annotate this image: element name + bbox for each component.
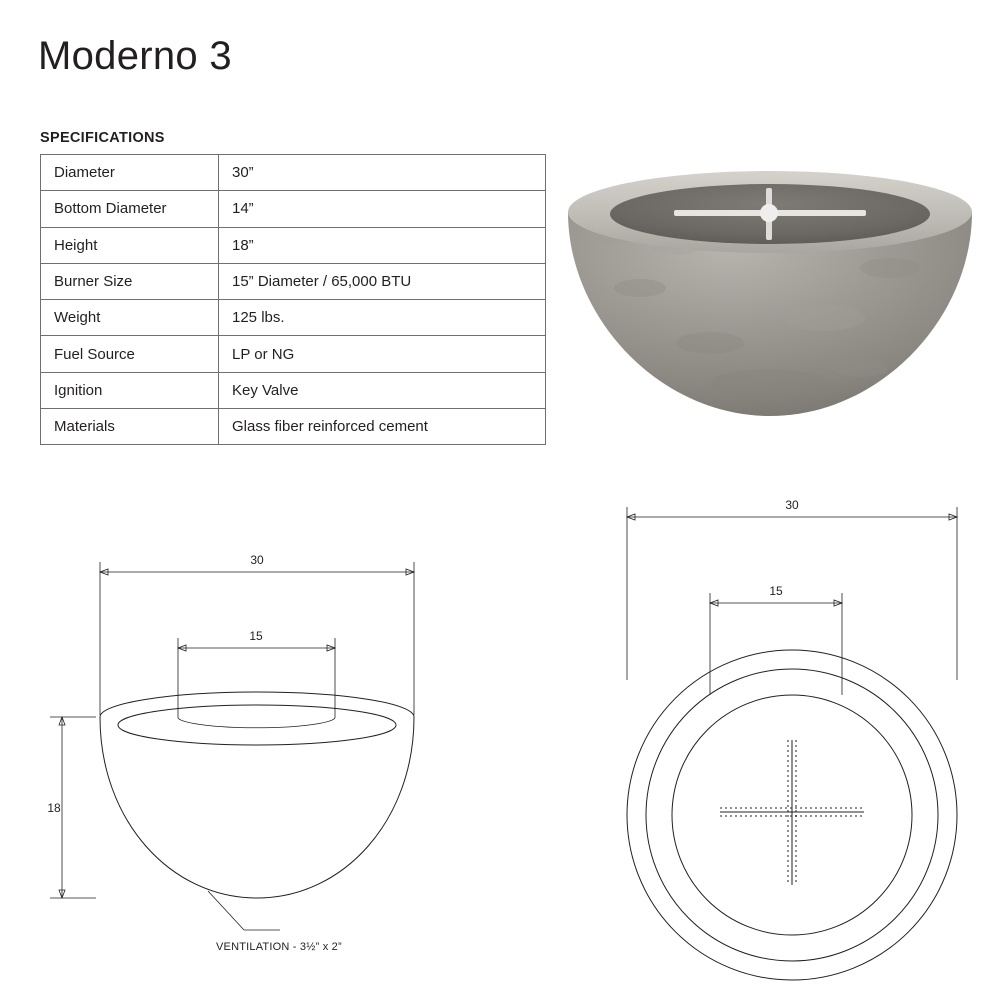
burner-cross-plan (720, 740, 864, 885)
dimension-height (47, 717, 96, 898)
spec-value: 15” Diameter / 65,000 BTU (219, 263, 546, 299)
spec-label: Weight (41, 300, 219, 336)
spec-value: 125 lbs. (219, 300, 546, 336)
table-row (41, 191, 546, 227)
page-title: Moderno 3 (38, 34, 232, 78)
ventilation-label: VENTILATION - 3½” x 2” (216, 941, 342, 953)
table-row (41, 409, 546, 445)
dim-label-overall-diameter: 30 (785, 498, 799, 512)
spec-value: Key Valve (219, 372, 546, 408)
spec-label: Burner Size (41, 263, 219, 299)
dim-label-height: 18 (47, 801, 61, 815)
table-row (41, 227, 546, 263)
table-row (41, 300, 546, 336)
specifications-table (40, 154, 546, 445)
top-plan-drawing (600, 485, 990, 985)
ventilation-note (208, 891, 342, 953)
spec-label: Materials (41, 409, 219, 445)
table-row (41, 336, 546, 372)
dimension-overall-diameter (627, 498, 957, 680)
spec-label: Ignition (41, 372, 219, 408)
specifications-block (40, 130, 545, 445)
dim-label-overall-width: 30 (250, 553, 264, 567)
spec-value: LP or NG (219, 336, 546, 372)
front-elevation-drawing (30, 520, 500, 980)
spec-value: 18” (219, 227, 546, 263)
table-row (41, 372, 546, 408)
product-photo (560, 168, 980, 433)
spec-value: 14” (219, 191, 546, 227)
spec-value: 30” (219, 155, 546, 191)
spec-label: Bottom Diameter (41, 191, 219, 227)
table-row (41, 263, 546, 299)
spec-label: Height (41, 227, 219, 263)
bowl-outline-front (100, 692, 414, 898)
dim-label-burner-diameter: 15 (769, 584, 783, 598)
spec-label: Fuel Source (41, 336, 219, 372)
dimension-burner-diameter (710, 584, 842, 695)
specifications-heading: SPECIFICATIONS (40, 130, 165, 146)
spec-label: Diameter (41, 155, 219, 191)
table-row (41, 155, 546, 191)
spec-value: Glass fiber reinforced cement (219, 409, 546, 445)
dim-label-burner-width: 15 (249, 629, 263, 643)
